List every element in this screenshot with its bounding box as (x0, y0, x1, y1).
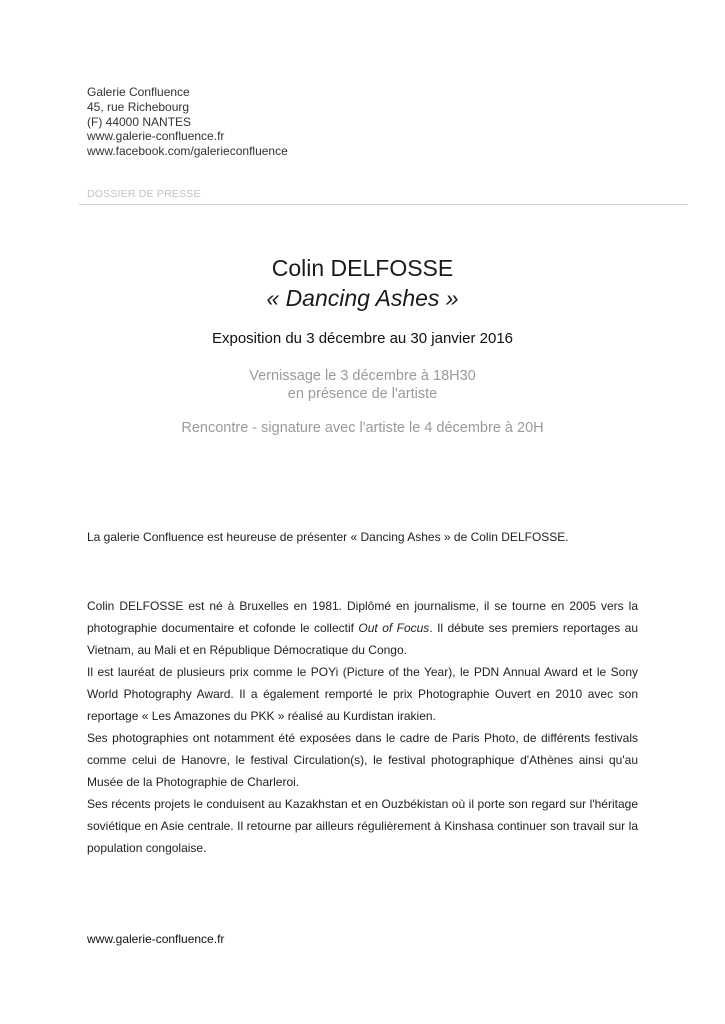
rencontre-info: Rencontre - signature avec l'artiste le 4 décembre à 20H (181, 420, 544, 436)
intro-paragraph: La galerie Confluence est heureuse de présenter « Dancing Ashes » de Colin DELFOSSE. (87, 530, 569, 544)
artist-biography (87, 595, 638, 859)
gallery-name: Galerie Confluence (87, 85, 190, 99)
bio-paragraph-2: Il est lauréat de plusieurs prix comme le POYi (Picture of the Year), le PDN Annual Award et le Sony World Photography Award. Il a également remporté le prix Photographie Ouvert en 2010 avec son reportage « Les Amazones du PKK » réalisé au Kurdistan irakien. (87, 665, 638, 723)
artist-name: Colin DELFOSSE (271, 255, 454, 281)
exhibition-title: « Dancing Ashes » (266, 285, 459, 311)
gallery-city: (F) 44000 NANTES (87, 114, 192, 129)
collective-name: Out of Focus (358, 621, 430, 635)
section-label: DOSSIER DE PRESSE (87, 188, 201, 200)
bio-paragraph-4: Ses récents projets le conduisent au Kazakhstan et en Ouzbékistan où il porte son regard sur l'héritage soviétique en Asie centrale. Il retourne par ailleurs régulièrement à Kinshasa continuer son travail sur la population congolaise. (87, 797, 638, 855)
bio-p1-text-end: . Il débute ses premiers reportages au Vietnam, au Mali et en République Démocratique du Congo. (87, 621, 638, 657)
vernissage-info (0, 367, 725, 403)
bio-p1-text: Colin DELFOSSE est né à Bruxelles en 1981. Diplômé en journalisme, il se tourne en 2005 vers la photographie documentaire et cofonde le collectif (87, 599, 638, 635)
footer-website-link[interactable]: www.galerie-confluence.fr (87, 932, 225, 946)
bio-paragraph-1 (87, 595, 638, 661)
header-divider (79, 204, 688, 205)
vernissage-date: Vernissage le 3 décembre à 18H30 (249, 368, 476, 384)
gallery-facebook-link[interactable]: www.facebook.com/galerieconfluence (87, 144, 288, 159)
gallery-street: 45, rue Richebourg (87, 99, 190, 114)
bio-paragraph-3: Ses photographies ont notamment été exposées dans le cadre de Paris Photo, de différents festivals comme celui de Hanovre, le festival Circulation(s), le festival photographique d'Athènes ainsi qu'au Musée de la Photographie de Charleroi. (87, 731, 638, 789)
gallery-website-link[interactable]: www.galerie-confluence.fr (87, 129, 225, 144)
exhibition-dates: Exposition du 3 décembre au 30 janvier 2016 (211, 330, 514, 347)
gallery-address-block (87, 85, 288, 159)
vernissage-presence: en présence de l'artiste (287, 386, 438, 402)
